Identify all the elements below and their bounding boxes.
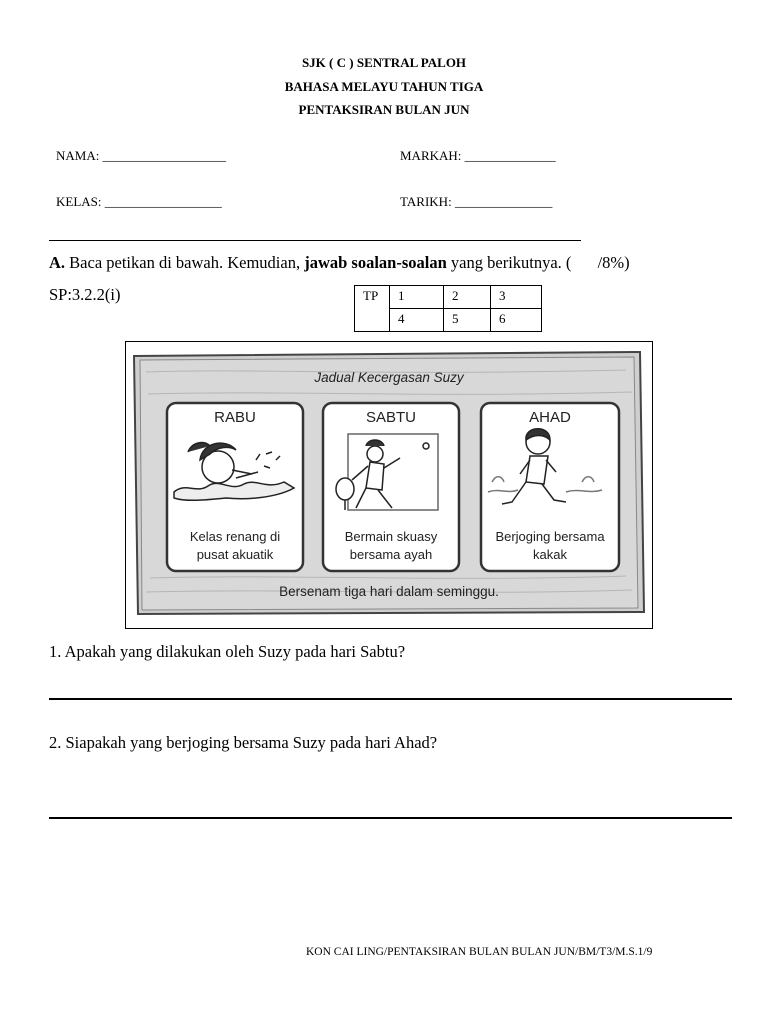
caption-rabu (167, 528, 303, 564)
tp-cell: 6 (491, 309, 542, 332)
kelas-field[interactable]: KELAS: __________________ (56, 194, 222, 209)
day-label-ahad: AHAD (529, 409, 571, 426)
section-a-instruction (49, 253, 630, 273)
caption-line: bersama ayah (349, 547, 433, 562)
illustration-frame (125, 341, 653, 629)
sign-title: Jadual Kecergasan Suzy (314, 370, 464, 385)
tp-cell: 2 (444, 286, 491, 309)
caption-ahad (481, 528, 619, 564)
tp-cell: 1 (390, 286, 444, 309)
instruction-bold: jawab soalan-soalan (304, 253, 447, 272)
header-divider (49, 240, 581, 241)
subject-title: BAHASA MELAYU TAHUN TIGA (284, 79, 484, 94)
caption-sabtu (323, 528, 459, 564)
school-name: SJK ( C ) SENTRAL PALOH (301, 55, 467, 70)
question-1: 1. Apakah yang dilakukan oleh Suzy pada hari Sabtu? (49, 642, 406, 661)
marks-label: /8%) (597, 253, 630, 272)
caption-line: Bermain skuasy (344, 529, 438, 544)
nama-field[interactable]: NAMA: ___________________ (56, 148, 227, 163)
section-letter: A. (49, 253, 66, 272)
caption-line: pusat akuatik (196, 547, 274, 562)
sign-footer: Bersenam tiga hari dalam seminggu. (279, 584, 499, 599)
caption-line: Kelas renang di (189, 529, 281, 544)
tp-table (354, 285, 542, 332)
markah-field[interactable]: MARKAH: ______________ (400, 148, 556, 163)
tp-cell: 4 (390, 309, 444, 332)
day-label-sabtu: SABTU (365, 409, 416, 426)
day-label-rabu: RABU (214, 409, 256, 426)
instruction-text-1: Baca petikan di bawah. Kemudian, (69, 253, 301, 272)
tp-cell: 5 (444, 309, 491, 332)
answer-line-2[interactable] (49, 817, 732, 819)
exam-title: PENTAKSIRAN BULAN JUN (298, 102, 470, 117)
caption-line: kakak (533, 547, 567, 562)
question-2: 2. Siapakah yang berjoging bersama Suzy pada hari Ahad? (49, 733, 438, 752)
tp-label: TP (355, 286, 390, 332)
caption-line: Berjoging bersama (495, 529, 605, 544)
tarikh-field[interactable]: TARIKH: _______________ (400, 194, 553, 209)
page-footer: KON CAI LING/PENTAKSIRAN BULAN BULAN JUN/BM/T3/M.S.1/9 (306, 946, 653, 958)
tp-cell: 3 (491, 286, 542, 309)
answer-line-1[interactable] (49, 698, 732, 700)
sp-code: SP:3.2.2(i) (49, 285, 121, 304)
instruction-text-2: yang berikutnya. ( (450, 253, 572, 272)
